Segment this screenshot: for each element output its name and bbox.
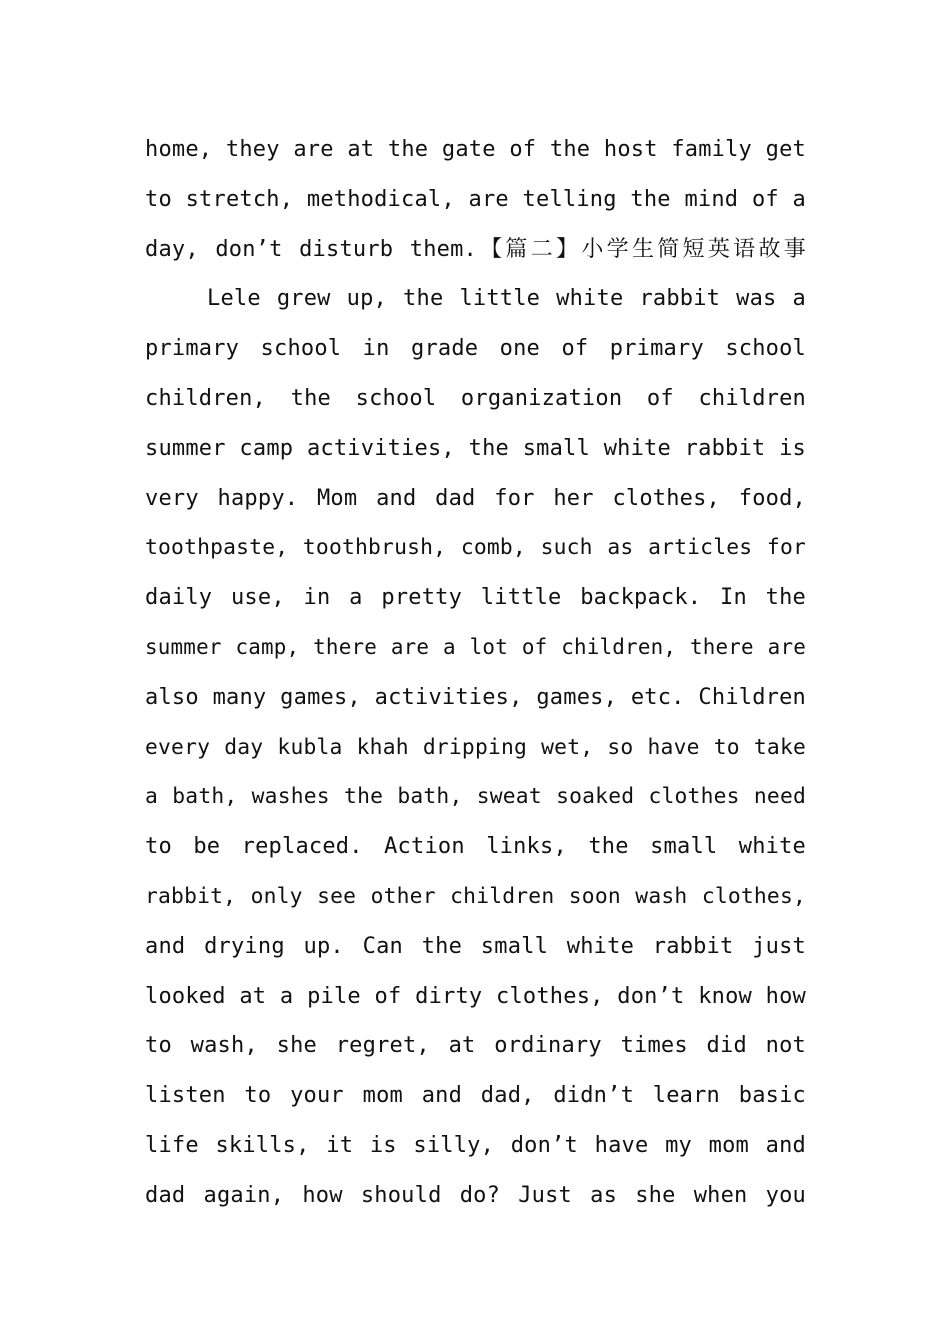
body-text <box>145 125 806 1221</box>
text-line: day, don’t disturb them.【篇二】小学生简短英语故事 <box>145 236 806 262</box>
text-line: very happy. Mom and dad for her clothes, food, <box>145 485 806 511</box>
text-line: primary school in grade one of primary school <box>145 336 806 362</box>
text-line: summer camp activities, the small white rabbit is <box>145 435 806 461</box>
text-line: a bath, washes the bath, sweat soaked clothes need <box>145 784 806 810</box>
paragraph-first-line: Lele grew up, the little white rabbit was a <box>207 286 806 312</box>
text-line: listen to your mom and dad, didn’t learn basic <box>145 1083 806 1109</box>
text-line: life skills, it is silly, don’t have my mom and <box>145 1132 806 1158</box>
text-line: summer camp, there are a lot of children, there are <box>145 634 806 659</box>
text-line: looked at a pile of dirty clothes, don’t know how <box>145 983 806 1009</box>
text-line: dad again, how should do? Just as she when you <box>145 1182 806 1208</box>
text-line: rabbit, only see other children soon wash clothes, <box>145 883 806 909</box>
text-line: home, they are at the gate of the host family get <box>145 137 806 162</box>
text-line: to be replaced. Action links, the small white <box>145 834 806 860</box>
text-line: and drying up. Can the small white rabbit just <box>145 933 806 959</box>
text-line: to wash, she regret, at ordinary times did not <box>145 1033 806 1059</box>
text-line: children, the school organization of children <box>145 385 806 411</box>
text-line: daily use, in a pretty little backpack. In the <box>145 585 806 611</box>
text-line: every day kubla khah dripping wet, so have to take <box>145 734 806 760</box>
text-line: to stretch, methodical, are telling the mind of a <box>145 186 806 212</box>
text-line: also many games, activities, games, etc. Children <box>145 684 806 710</box>
text-line: toothpaste, toothbrush, comb, such as articles for <box>145 535 806 561</box>
